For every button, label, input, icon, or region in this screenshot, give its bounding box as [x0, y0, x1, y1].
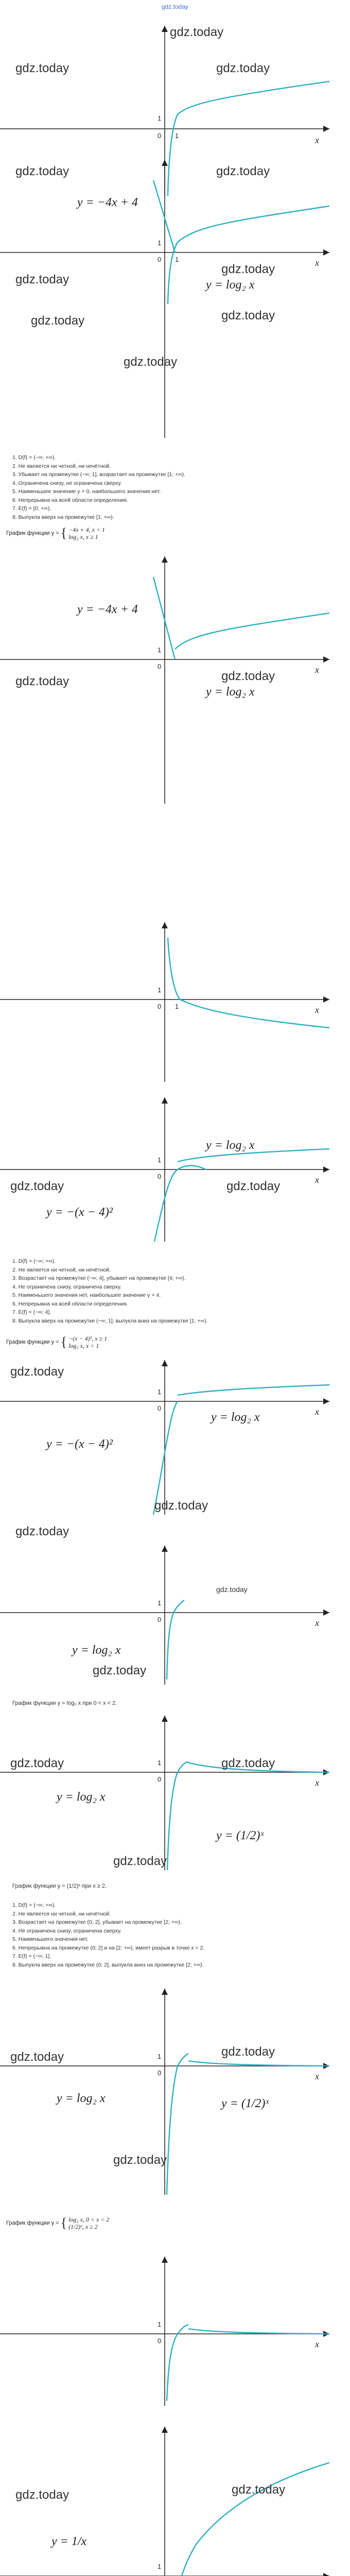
y-axis-arrow — [162, 556, 168, 563]
graph-7 — [0, 1525, 350, 1690]
graph-5 — [0, 1092, 350, 1247]
x-label: x — [315, 1777, 319, 1788]
tick-origin: 0 — [157, 1616, 162, 1623]
label-log2: y = log₂ x — [72, 1643, 121, 1657]
log05-curve — [168, 938, 329, 1028]
property-item: 8. Выпукла вверх на промежутке (0; 2], выпукла вниз на промежутке [2; +∞). — [12, 1961, 204, 1968]
label-log2: y = log₂ x — [57, 1790, 106, 1804]
exp-curve — [188, 2061, 329, 2066]
y-axis-arrow — [162, 26, 168, 32]
log2-curve — [167, 2054, 188, 2195]
tick-origin: 0 — [157, 2069, 162, 2077]
watermark: gdz.today — [93, 1664, 147, 1677]
piecewise-row: log₂ x, x < 1 — [68, 1342, 99, 1349]
x-axis-arrow — [323, 996, 329, 1003]
watermark: gdz.today — [221, 669, 275, 683]
y-axis-arrow — [162, 1546, 168, 1552]
tick-origin: 0 — [157, 1003, 162, 1010]
log2-curve — [175, 613, 329, 649]
piecewise-row: log₂ x, x ≥ 1 — [68, 533, 98, 540]
tick-origin: 0 — [157, 1775, 162, 1783]
caption-3: График функции y = log₂ x при 0 < x < 2. — [12, 1700, 117, 1706]
x-axis-arrow — [323, 249, 329, 256]
x-axis-arrow — [323, 2573, 329, 2576]
x-axis-arrow — [323, 1609, 329, 1616]
x-label: x — [315, 2339, 319, 2349]
label-quad: y = −4x + 4 — [77, 196, 138, 209]
piecewise-row: −4x + 4, x < 1 — [68, 526, 106, 533]
watermark: gdz.today — [15, 61, 69, 75]
y-axis-arrow — [162, 2257, 168, 2263]
log2-curve — [167, 2325, 188, 2401]
label-shift: y = −(x − 4)² — [46, 1437, 113, 1451]
watermark: gdz.today — [15, 1525, 69, 1538]
graph-10 — [0, 2246, 350, 2411]
properties-list-3 — [12, 1901, 342, 1969]
watermark: gdz.today — [15, 674, 69, 688]
tick-y-1: 1 — [157, 986, 162, 994]
properties-list-2 — [12, 1257, 342, 1325]
label-log2: y = log₂ x — [206, 1139, 255, 1152]
graph-2 — [0, 149, 350, 448]
x-label: x — [315, 1005, 319, 1015]
parabola-curve — [153, 1401, 178, 1515]
property-item: 1. D(f) = (−∞; +∞). — [12, 1902, 56, 1908]
parabola-curve — [154, 1166, 206, 1242]
piecewise-1 — [6, 526, 105, 541]
y-axis-arrow — [162, 1716, 168, 1722]
tick-x-1: 1 — [175, 1003, 179, 1010]
tick-origin: 0 — [157, 2337, 162, 2345]
label-recip: y = 1/x — [51, 2535, 87, 2548]
piecewise-caption: График функции y = — [6, 2219, 59, 2226]
property-item: 6. Непрерывна на всей области определения. — [12, 497, 128, 503]
line-curve — [153, 577, 175, 659]
x-label: x — [315, 665, 319, 675]
watermark: gdz.today — [170, 25, 224, 39]
property-item: 6. Непрерывна на промежутке (0; 2] и на [2; +∞), имеет разрыв в точке x = 2. — [12, 1944, 205, 1951]
y-axis-arrow — [162, 2427, 168, 2433]
property-item: 7. E(f) = (−∞; 1]. — [12, 1953, 51, 1959]
x-label: x — [315, 258, 319, 268]
tick-origin: 0 — [157, 256, 162, 263]
tick-y-1: 1 — [157, 239, 162, 247]
watermark: gdz.today — [154, 1499, 208, 1513]
tick-origin: 0 — [157, 663, 162, 670]
tick-y-1: 1 — [157, 2320, 162, 2328]
y-axis-arrow — [162, 1989, 168, 1995]
watermark: gdz.today — [10, 1179, 64, 1193]
property-item: 4. Не ограничена снизу, ограничена сверху. — [12, 1927, 122, 1934]
brace: { — [60, 2215, 67, 2230]
watermark: gdz.today — [216, 164, 270, 178]
watermark: gdz.today — [221, 2045, 275, 2059]
tick-y-1: 1 — [157, 1599, 162, 1607]
watermark: gdz.today — [10, 1756, 64, 1770]
tick-y-1: 1 — [157, 1156, 162, 1164]
tick-y-1: 1 — [157, 2053, 162, 2060]
property-item: 8. Выпукла вверх на промежутке [1; +∞). — [12, 514, 114, 520]
tick-y-1: 1 — [157, 1388, 162, 1396]
line-curve — [153, 180, 175, 252]
property-item: 3. Возрастает на промежутке (0; 2], убывает на промежутке [2; +∞). — [12, 1919, 182, 1925]
watermark: gdz.today — [10, 2050, 64, 2064]
label-shift: y = −(x − 4)² — [46, 1206, 113, 1219]
tick-y-1: 1 — [157, 646, 162, 654]
label-log2: y = log₂ x — [211, 1411, 260, 1424]
watermark: gdz.today — [216, 1585, 248, 1594]
watermark: gdz.today — [221, 262, 275, 276]
property-item: 2. Не является ни четной, ни нечётной. — [12, 1266, 111, 1273]
property-item: 8. Выпукла вверх на промежутке (−∞; 1], выпукла вниз на промежутке [1; +∞). — [12, 1317, 208, 1324]
property-item: 7. E(f) = (−∞; 4]. — [12, 1309, 51, 1315]
property-item: 4. Не ограничена снизу, ограничена сверху. — [12, 1283, 122, 1290]
logsqrt2-curve — [169, 2463, 329, 2576]
graph-11 — [0, 2421, 350, 2576]
watermark: gdz.today — [15, 164, 69, 178]
property-item: 4. Ограничена снизу, не ограничена сверху. — [12, 480, 122, 486]
property-item: 5. Наименьшее значение y = 0, наибольшего значения нет. — [12, 488, 161, 495]
tick-origin: 0 — [157, 1404, 162, 1412]
tick-x-1: 1 — [175, 256, 179, 263]
graph-9 — [0, 1978, 350, 2205]
property-item: 5. Наименьшего значения нет. — [12, 1936, 89, 1942]
x-label: x — [315, 2071, 319, 2081]
piecewise-2 — [6, 1334, 107, 1350]
label-log2: y = log₂ x — [57, 2092, 106, 2105]
tick-y-1: 1 — [157, 1759, 162, 1767]
watermark: gdz.today — [221, 1756, 275, 1770]
log2-curve — [167, 1762, 186, 1870]
property-item: 6. Непрерывна на всей области определения. — [12, 1300, 128, 1307]
watermark: gdz.today — [113, 2153, 167, 2167]
brace: { — [60, 1334, 67, 1349]
piecewise-3 — [6, 2215, 109, 2231]
watermark: gdz.today — [10, 1365, 64, 1379]
x-axis-arrow — [323, 656, 329, 663]
watermark: gdz.today — [15, 2488, 69, 2502]
x-axis-arrow — [323, 1398, 329, 1404]
piecewise-row: log₂ x, 0 < x < 2 — [68, 2216, 110, 2223]
y-axis-arrow — [162, 922, 168, 928]
watermark: gdz.today — [124, 355, 178, 369]
watermark: gdz.today — [216, 61, 270, 75]
x-label: x — [315, 1618, 319, 1628]
property-item: 5. Наименьшего значения нет, наибольшее значение y = 4. — [12, 1292, 161, 1298]
x-axis-arrow — [323, 126, 329, 132]
piecewise-row: (1/2)ˣ, x ≥ 2 — [68, 2223, 98, 2230]
graph-3 — [0, 546, 350, 814]
brace: { — [60, 526, 67, 540]
property-item: 3. Возрастает на промежутке (−∞; 4], убывает на промежутке [4; +∞). — [12, 1275, 186, 1281]
exp-curve — [188, 2329, 329, 2334]
properties-list-1 — [12, 453, 342, 521]
property-item: 3. Убывает на промежутке (−∞; 1], возрастает на промежутке [1; +∞). — [12, 471, 186, 478]
watermark: gdz.today — [221, 309, 275, 323]
log2-curve — [178, 1385, 329, 1395]
property-item: 1. D(f) = (−∞; +∞). — [12, 454, 56, 461]
tick-origin: 0 — [157, 1173, 162, 1180]
site-link[interactable]: gdz.today — [161, 3, 189, 10]
caption-4: График функции y = (1/2)ˣ при x ≥ 2. — [12, 1883, 107, 1889]
y-axis-arrow — [162, 1360, 168, 1366]
y-axis-arrow — [162, 1097, 168, 1104]
label-half: y = (1/2)ˣ — [221, 2097, 269, 2110]
property-item: 2. Не является ни четной, ни нечётной. — [12, 1910, 111, 1917]
x-label: x — [315, 135, 319, 145]
graph-4 — [0, 917, 350, 1087]
x-label: x — [315, 1175, 319, 1185]
tick-x-1: 1 — [175, 132, 179, 140]
property-item: 1. D(f) = (−∞; +∞). — [12, 1258, 56, 1264]
x-axis-arrow — [323, 1166, 329, 1173]
watermark: gdz.today — [15, 273, 69, 286]
piecewise-row: −(x − 4)², x ≥ 1 — [68, 1335, 108, 1342]
watermark: gdz.today — [226, 1179, 281, 1193]
piecewise-caption: График функции y = — [6, 530, 59, 536]
graph-8 — [0, 1710, 350, 1875]
label-quad: y = −4x + 4 — [77, 603, 138, 616]
piecewise-caption: График функции y = — [6, 1338, 59, 1345]
y-axis-arrow — [162, 160, 168, 166]
label-log2: y = log₂ x — [206, 685, 255, 699]
property-item: 7. E(f) = [0; +∞). — [12, 505, 51, 512]
graph-6 — [0, 1355, 350, 1520]
x-label: x — [315, 1406, 319, 1417]
watermark: gdz.today — [31, 314, 85, 328]
tick-y-1: 1 — [157, 2563, 162, 2570]
tick-origin: 0 — [157, 132, 162, 140]
log2-curve — [167, 1600, 184, 1680]
property-item: 2. Не является ни четной, ни нечётной. — [12, 463, 111, 469]
watermark: gdz.today — [232, 2483, 286, 2497]
watermark: gdz.today — [113, 1854, 167, 1868]
tick-y-1: 1 — [157, 114, 162, 122]
label-log2: y = log₂ x — [206, 278, 255, 292]
label-half: y = (1/2)ˣ — [216, 1829, 264, 1842]
